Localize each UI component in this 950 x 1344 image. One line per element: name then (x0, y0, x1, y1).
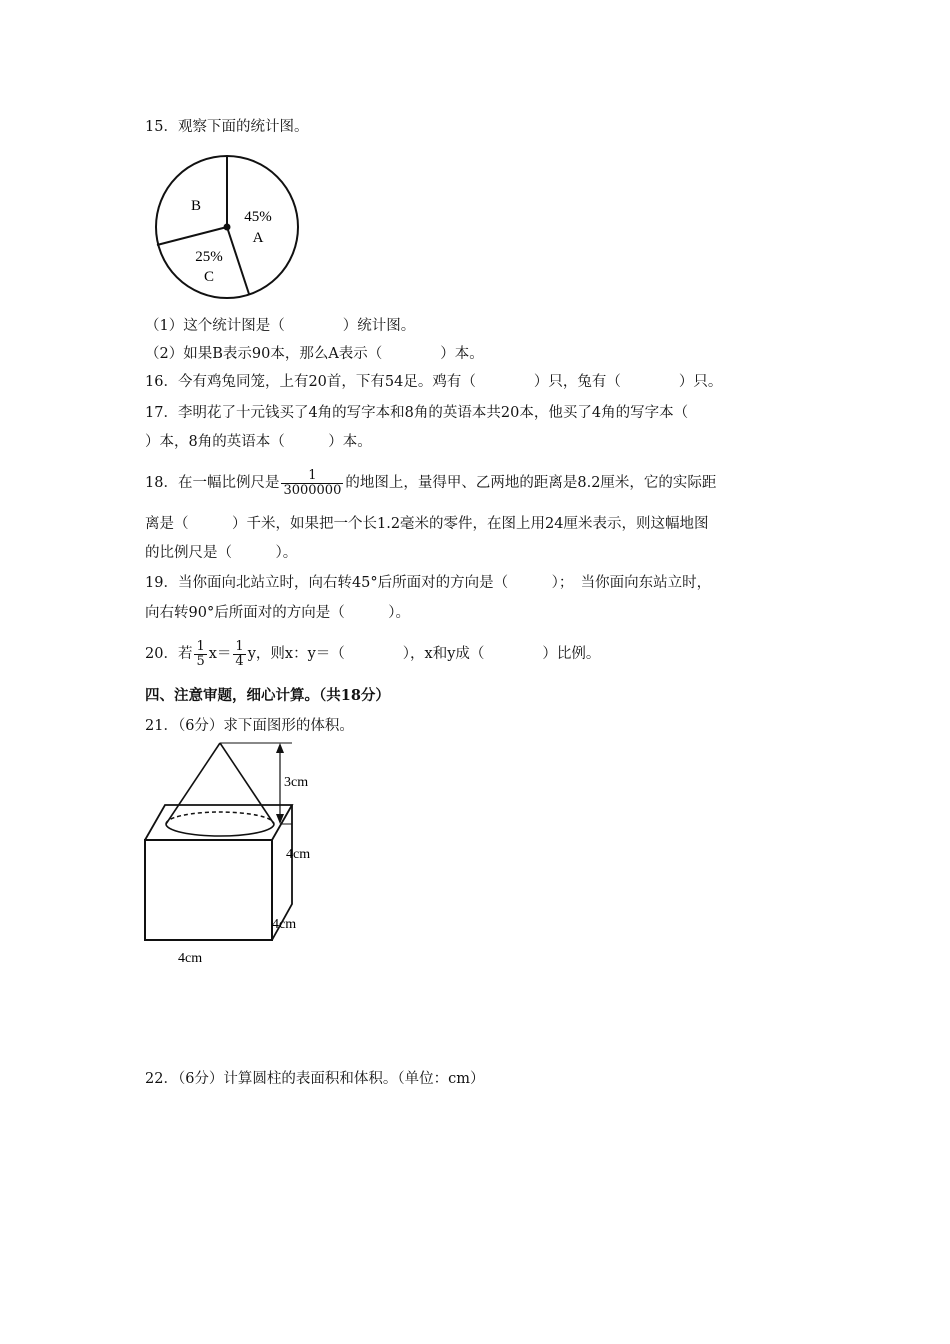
fraction-denominator: 5 (196, 653, 205, 669)
cone-on-cube-figure (140, 740, 340, 970)
q20-pre: 20．若 (145, 646, 193, 662)
section-heading: 四、注意审题，细心计算。（共18分） (145, 687, 390, 704)
dim-cone-height: 3cm (284, 775, 309, 790)
fraction-one-quarter (233, 640, 245, 669)
fraction-denominator: 4 (235, 653, 244, 669)
dim-cube-height: 4cm (286, 847, 311, 862)
slice-c-percent: 25% (195, 249, 223, 265)
dim-cube-depth: 4cm (272, 917, 297, 932)
cone-base-back (166, 812, 274, 824)
q15-sub2: （2）如果B表示90本，那么A表示（ ）本。 (145, 346, 484, 362)
q19-line2: 向右转90°后所面对的方向是（ ）。 (145, 605, 410, 621)
q22-text: 22．（6分）计算圆柱的表面积和体积。（单位：cm） (145, 1071, 485, 1087)
q18-line1 (145, 463, 716, 503)
pie-center-dot (224, 224, 231, 231)
q21-title: 21．（6分）求下面图形的体积。 (145, 718, 354, 734)
slice-a-label: A (252, 230, 264, 246)
cube-front-face (145, 840, 272, 940)
q16-text: 16．今有鸡兔同笼，上有20首，下有54足。鸡有（ ）只，兔有（ ）只。 (145, 374, 723, 390)
fraction-one-fifth (194, 640, 206, 669)
scale-numerator: 1 (308, 467, 317, 483)
dim-cube-width: 4cm (178, 951, 203, 966)
scale-fraction (281, 469, 343, 498)
q18-line2: 离是（ ）千米，如果把一个长1.2毫米的零件，在图上用24厘米表示，则这幅地图 (145, 516, 709, 532)
q18-pre: 18．在一幅比例尺是 (145, 475, 280, 491)
pie-chart (150, 152, 305, 302)
q19-line1: 19．当你面向北站立时，向右转45°后所面对的方向是（ ）； 当你面向东站立时， (145, 575, 712, 591)
cone-base-front (166, 824, 274, 836)
q15-title: 15．观察下面的统计图。 (145, 119, 309, 135)
q15-sub1: （1）这个统计图是（ ）统计图。 (145, 318, 416, 334)
slice-a-percent: 45% (244, 209, 272, 225)
slice-b-label: B (190, 198, 202, 214)
fraction-numerator: 1 (196, 638, 205, 654)
arrow-up-icon (276, 743, 284, 753)
q20-post: y，则x：y＝（ ），x和y成（ ）比例。 (247, 646, 601, 662)
q17-line2: ）本，8角的英语本（ ）本。 (145, 434, 372, 450)
cone-left-edge (166, 743, 220, 824)
q17-line1: 17．李明花了十元钱买了4角的写字本和8角的英语本共20本，他买了4角的写字本（ (145, 405, 689, 421)
q20-mid: x＝ (208, 646, 232, 662)
slice-c-label: C (203, 269, 215, 285)
scale-denominator: 3000000 (283, 482, 342, 498)
q20-line (145, 634, 600, 674)
fraction-numerator: 1 (235, 638, 244, 654)
q18-post: 的地图上，量得甲、乙两地的距离是8.2厘米，它的实际距 (345, 475, 717, 491)
q18-line3: 的比例尺是（ ）。 (145, 545, 298, 561)
